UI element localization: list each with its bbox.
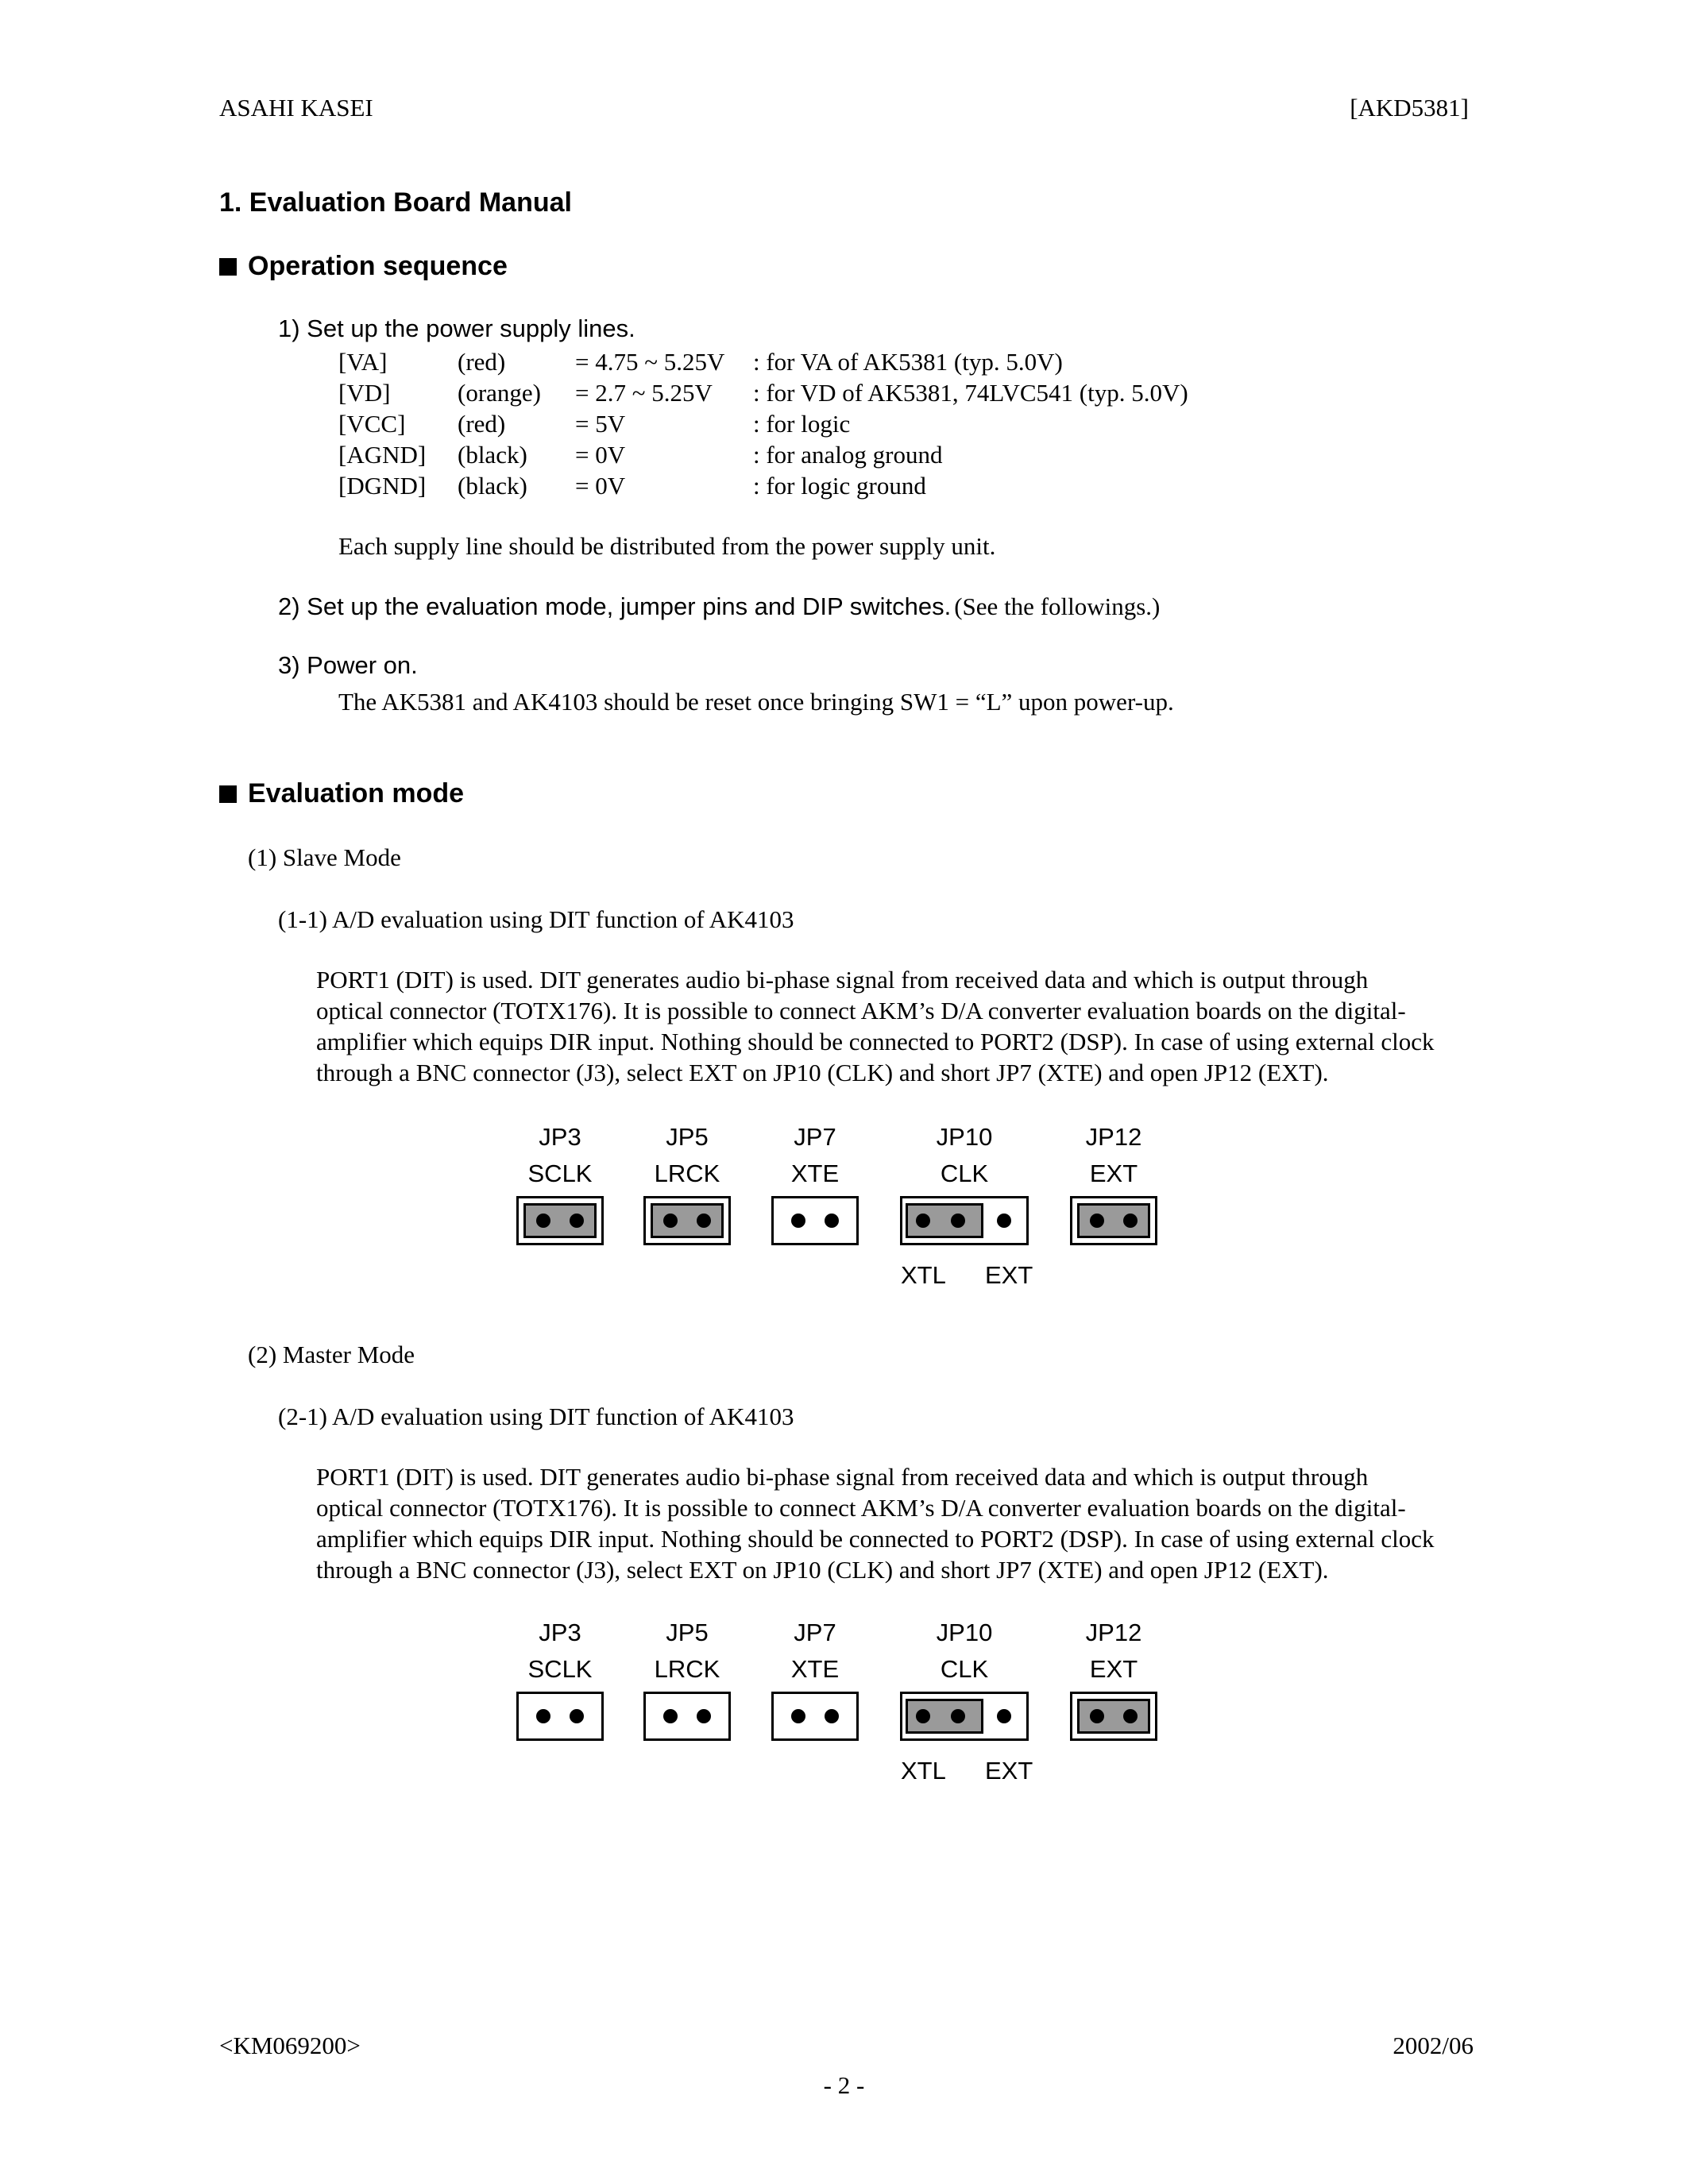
master-mode-subtitle: (2-1) A/D evaluation using DIT function of AK4103 — [278, 1403, 794, 1430]
clk-option-ext: EXT — [985, 1261, 1033, 1289]
jumper-block — [516, 1692, 604, 1741]
jumper-pin — [916, 1709, 930, 1723]
paragraph-line: PORT1 (DIT) is used. DIT generates audio bi-phase signal from received data and which is output through — [316, 1463, 1369, 1491]
power-row — [338, 470, 1188, 501]
power-color: (red) — [458, 410, 506, 438]
footer-date: 2002/06 — [1393, 2032, 1474, 2059]
jumper-name: JP7 — [794, 1619, 836, 1646]
power-color: (black) — [458, 441, 527, 469]
header-company: ASAHI KASEI — [219, 94, 373, 122]
paragraph-line: optical connector (TOTX176). It is possible to connect AKM’s D/A converter evaluation boards on the digital- — [316, 1494, 1406, 1522]
power-name: [VA] — [338, 348, 388, 376]
square-bullet-icon — [219, 258, 237, 276]
jumper-shunt — [651, 1203, 724, 1238]
evaluation-heading-text: Evaluation mode — [248, 778, 465, 808]
power-desc: : for logic ground — [753, 472, 926, 500]
jumper-label — [1058, 1121, 1169, 1191]
jumper-block — [643, 1196, 731, 1245]
power-desc: : for logic — [753, 410, 851, 438]
step-2 — [278, 591, 1160, 622]
jumper-pin — [536, 1214, 550, 1228]
jumper-block — [900, 1196, 1029, 1245]
jumper-signal: SCLK — [527, 1655, 593, 1683]
power-name: [VCC] — [338, 410, 406, 438]
power-value: = 0V — [575, 441, 626, 469]
section-title: 1. Evaluation Board Manual — [219, 187, 572, 218]
master-mode-title: (2) Master Mode — [248, 1341, 415, 1368]
jumper-pin — [663, 1214, 678, 1228]
jumper-pin — [697, 1709, 711, 1723]
supply-note: Each supply line should be distributed from the power supply unit. — [338, 532, 996, 560]
jumper-label — [504, 1617, 616, 1687]
master-paragraph — [316, 1461, 1492, 1585]
jumper-signal: CLK — [940, 1655, 989, 1683]
jumper-pin — [997, 1709, 1011, 1723]
jumper-pin — [1090, 1709, 1104, 1723]
power-name: [DGND] — [338, 472, 427, 500]
jumper-name: JP5 — [666, 1619, 709, 1646]
power-desc: : for VA of AK5381 (typ. 5.0V) — [753, 348, 1063, 376]
power-row — [338, 408, 1188, 439]
power-supply-table — [338, 346, 1188, 501]
paragraph-line: PORT1 (DIT) is used. DIT generates audio bi-phase signal from received data and which is output through — [316, 966, 1369, 994]
jumper-label — [909, 1121, 1020, 1191]
jumper-name: JP3 — [539, 1123, 581, 1151]
jumper-pin — [663, 1709, 678, 1723]
footer-code: <KM069200> — [219, 2032, 361, 2059]
jumper-label — [759, 1121, 871, 1191]
slave-mode-title: (1) Slave Mode — [248, 843, 401, 871]
jumper-pin — [825, 1214, 839, 1228]
jumper-label — [632, 1617, 743, 1687]
jumper-label — [759, 1617, 871, 1687]
jumper-pin — [997, 1214, 1011, 1228]
jumper-label — [909, 1617, 1020, 1687]
power-name: [VD] — [338, 379, 391, 407]
power-color: (red) — [458, 348, 506, 376]
step-3-note: The AK5381 and AK4103 should be reset once bringing SW1 = “L” upon power-up. — [338, 688, 1174, 716]
slave-jumper-diagram — [508, 1121, 1192, 1312]
jumper-shunt — [523, 1203, 597, 1238]
evaluation-heading — [219, 778, 464, 809]
paragraph-line: through a BNC connector (J3), select EXT on JP10 (CLK) and short JP7 (XTE) and open JP12 (EXT). — [316, 1059, 1329, 1086]
paragraph-line: amplifier which equips DIR input. Nothing should be connected to PORT2 (DSP). In case of using external clock — [316, 1525, 1435, 1553]
clk-option-ext: EXT — [985, 1757, 1033, 1785]
jumper-signal: CLK — [940, 1160, 989, 1187]
step-3: 3) Power on. — [278, 651, 418, 679]
jumper-block — [771, 1692, 859, 1741]
jumper-pin — [570, 1709, 584, 1723]
jumper-pin — [697, 1214, 711, 1228]
square-bullet-icon — [219, 785, 237, 803]
power-value: = 5V — [575, 410, 626, 438]
jumper-pin — [1123, 1214, 1138, 1228]
clk-option-xtl: XTL — [901, 1261, 946, 1289]
power-row — [338, 439, 1188, 470]
jumper-signal: LRCK — [654, 1655, 720, 1683]
operation-heading-text: Operation sequence — [248, 251, 508, 281]
step-1: 1) Set up the power supply lines. — [278, 314, 635, 342]
power-row — [338, 346, 1188, 377]
jumper-signal: EXT — [1089, 1160, 1138, 1187]
jumper-pin — [825, 1709, 839, 1723]
slave-mode-subtitle: (1-1) A/D evaluation using DIT function of AK4103 — [278, 905, 794, 933]
jumper-block — [643, 1692, 731, 1741]
jumper-shunt — [1077, 1699, 1150, 1734]
jumper-pin — [951, 1214, 965, 1228]
jumper-pin — [1090, 1214, 1104, 1228]
jumper-signal: XTE — [790, 1160, 840, 1187]
jumper-signal: LRCK — [654, 1160, 720, 1187]
master-jumper-diagram — [508, 1617, 1192, 1808]
jumper-label — [632, 1121, 743, 1191]
jumper-name: JP12 — [1085, 1123, 1142, 1151]
power-value: = 4.75 ~ 5.25V — [575, 348, 725, 376]
clk-option-xtl: XTL — [901, 1757, 946, 1785]
jumper-shunt — [1077, 1203, 1150, 1238]
jumper-name: JP7 — [794, 1123, 836, 1151]
power-name: [AGND] — [338, 441, 427, 469]
jumper-pin — [791, 1214, 805, 1228]
power-row — [338, 377, 1188, 408]
step-2-text: 2) Set up the evaluation mode, jumper pins and DIP switches. — [278, 592, 952, 620]
jumper-label — [1058, 1617, 1169, 1687]
jumper-pin — [536, 1709, 550, 1723]
jumper-block — [1070, 1196, 1157, 1245]
jumper-block — [771, 1196, 859, 1245]
jumper-name: JP3 — [539, 1619, 581, 1646]
power-desc: : for VD of AK5381, 74LVC541 (typ. 5.0V) — [753, 379, 1188, 407]
power-value: = 2.7 ~ 5.25V — [575, 379, 713, 407]
jumper-signal: SCLK — [527, 1160, 593, 1187]
power-desc: : for analog ground — [753, 441, 943, 469]
slave-paragraph — [316, 964, 1492, 1088]
paragraph-line: through a BNC connector (J3), select EXT on JP10 (CLK) and short JP7 (XTE) and open JP12 (EXT). — [316, 1556, 1329, 1584]
jumper-pin — [951, 1709, 965, 1723]
jumper-name: JP10 — [936, 1619, 993, 1646]
jumper-label — [504, 1121, 616, 1191]
paragraph-line: amplifier which equips DIR input. Nothing should be connected to PORT2 (DSP). In case of using external clock — [316, 1028, 1435, 1055]
step-2-note: (See the followings.) — [954, 592, 1161, 620]
jumper-block — [1070, 1692, 1157, 1741]
jumper-block — [516, 1196, 604, 1245]
power-color: (black) — [458, 472, 527, 500]
jumper-pin — [916, 1214, 930, 1228]
jumper-name: JP12 — [1085, 1619, 1142, 1646]
jumper-pin — [1123, 1709, 1138, 1723]
jumper-pin — [791, 1709, 805, 1723]
power-color: (orange) — [458, 379, 541, 407]
header-doc-id: [AKD5381] — [1350, 94, 1469, 122]
jumper-name: JP5 — [666, 1123, 709, 1151]
operation-heading — [219, 251, 508, 282]
jumper-name: JP10 — [936, 1123, 993, 1151]
power-value: = 0V — [575, 472, 626, 500]
jumper-signal: EXT — [1089, 1655, 1138, 1683]
jumper-pin — [570, 1214, 584, 1228]
jumper-signal: XTE — [790, 1655, 840, 1683]
jumper-block — [900, 1692, 1029, 1741]
footer-page-number: - 2 - — [823, 2071, 865, 2099]
paragraph-line: optical connector (TOTX176). It is possible to connect AKM’s D/A converter evaluation boards on the digital- — [316, 997, 1406, 1024]
